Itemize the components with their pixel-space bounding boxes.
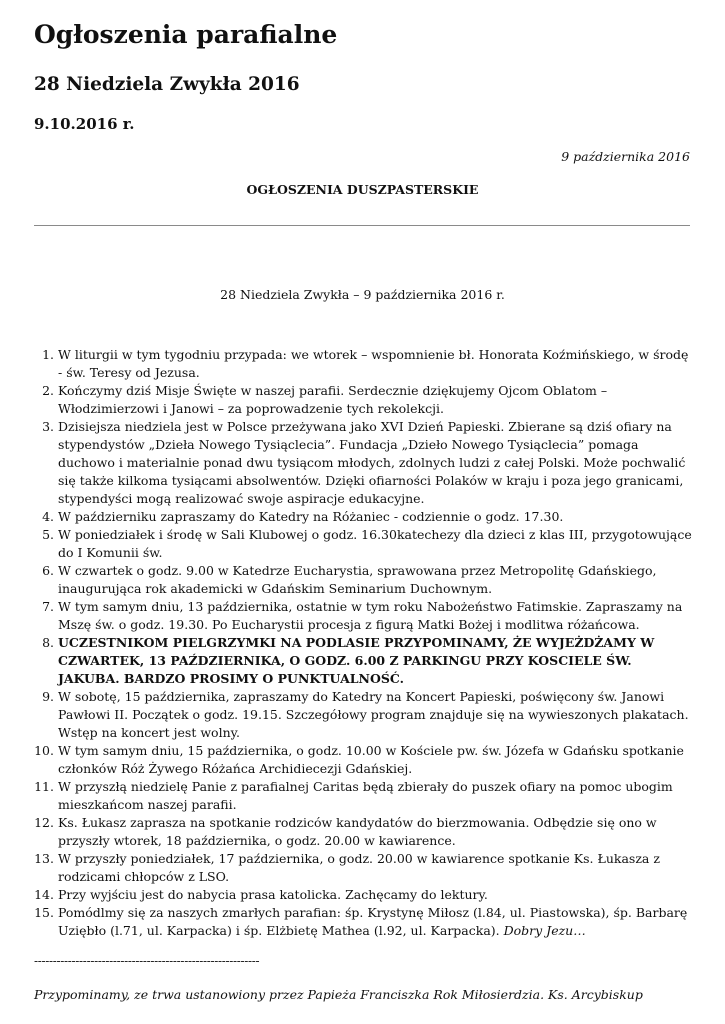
list-item — [42, 634, 694, 688]
item-text: W tym samym dniu, 15 października, o godz. 10.00 w Kościele pw. św. Józefa w Gdańsku spotkanie członków Róż Żywego Różańca Archidiecezji Gdańskiej. — [58, 743, 684, 776]
item-number: 12. — [34, 815, 54, 830]
dashed-separator: ------------------------------------------------------------ — [34, 954, 260, 968]
item-number: 8. — [42, 635, 54, 650]
item-number: 10. — [34, 743, 54, 758]
sunday-date-line: 28 Niedziela Zwykła – 9 października 2016 r. — [220, 287, 505, 302]
item-number: 14. — [34, 887, 54, 902]
list-item — [34, 850, 694, 886]
item-text: W przyszły poniedziałek, 17 października, o godz. 20.00 w kawiarence spotkanie Ks. Łukasza z rodzicami chłopców z LSO. — [58, 851, 660, 884]
list-item — [34, 778, 694, 814]
item-text: W tym samym dniu, 13 października, ostatnie w tym roku Nabożeństwo Fatimskie. Zapraszamy na Mszę św. o godz. 19.30. Po Eucharystii procesja z figurą Matki Bożej i modlitwa różańcowa. — [58, 599, 683, 632]
date-right: 9 października 2016 — [561, 149, 690, 164]
item-number: 5. — [42, 527, 54, 542]
item-text: W październiku zapraszamy do Katedry na Różaniec - codziennie o godz. 17.30. — [58, 509, 564, 524]
list-item — [34, 742, 694, 778]
list-item — [42, 688, 694, 742]
item-number: 6. — [42, 563, 54, 578]
item-text: Dzisiejsza niedziela jest w Polsce przeżywana jako XVI Dzień Papieski. Zbierane są dziś ofiary na stypendystów „Dzieła Nowego Tysiąclecia”. Fundacja „Dzieło Nowego Tysiąclecia” pomaga duchowo i materialnie ponad dwu tysiącom młodych, zdolnych ludzi z całej Polski. Może pochwalić się także kilkoma tysiącami absolwentów. Dzięki ofiarności Polaków w kraju i poza jego granicami, stypendyści mogą realizować swoje aspiracje edukacyjne. — [58, 419, 686, 506]
item-text: Ks. Łukasz zaprasza na spotkanie rodziców kandydatów do bierzmowania. Odbędzie się ono w przyszły wtorek, 18 października, o godz. 20.00 w kawiarence. — [58, 815, 657, 848]
list-item — [42, 526, 694, 562]
item-number: 15. — [34, 905, 54, 920]
list-item — [34, 904, 694, 940]
list-item — [42, 382, 694, 418]
list-item — [42, 508, 694, 526]
horizontal-divider — [34, 225, 690, 226]
item-text: W przyszłą niedzielę Panie z parafialnej Caritas będą zbierały do puszek ofiary na pomoc ubogim mieszkańcom naszej parafii. — [58, 779, 673, 812]
item-number: 1. — [42, 347, 54, 362]
announcements-list — [34, 346, 694, 940]
item-text: Kończymy dziś Misje Święte w naszej parafii. Serdecznie dziękujemy Ojcom Oblatom – Włodzimierzowi i Janowi – za poprowadzenie tych rekolekcji. — [58, 383, 608, 416]
item-number: 9. — [42, 689, 54, 704]
list-item — [42, 346, 694, 382]
list-item — [34, 814, 694, 850]
list-item — [42, 598, 694, 634]
item-number: 4. — [42, 509, 54, 524]
item-text: W sobotę, 15 października, zapraszamy do Katedry na Koncert Papieski, poświęcony św. Janowi Pawłowi II. Początek o godz. 19.15. Szczegółowy program znajduje się na wywieszonych plakatach. Wstęp na koncert jest wolny. — [58, 689, 689, 740]
item-text-italic: Dobry Jezu… — [503, 923, 586, 938]
list-item — [42, 418, 694, 508]
list-item — [34, 886, 694, 904]
item-number: 2. — [42, 383, 54, 398]
item-number: 13. — [34, 851, 54, 866]
item-text: Przy wyjściu jest do nabycia prasa katolicka. Zachęcamy do lektury. — [58, 887, 488, 902]
item-text: Pomódlmy się za naszych zmarłych parafian: śp. Krystynę Miłosz (l.84, ul. Piastowska), śp. Barbarę Uziębło (l.71, ul. Karpacka) i śp. Elżbietę Mathea (l.92, ul. Karpacka). — [58, 905, 688, 938]
item-text: W poniedziałek i środę w Sali Klubowej o godz. 16.30katechezy dla dzieci z klas III, przygotowujące do I Komunii św. — [58, 527, 692, 560]
item-number: 11. — [34, 779, 54, 794]
item-number: 7. — [42, 599, 54, 614]
item-text: W liturgii w tym tygodniu przypada: we wtorek – wspomnienie bł. Honorata Koźmińskiego, w środę - św. Teresy od Jezusa. — [58, 347, 689, 380]
page-title: Ogłoszenia parafialne — [34, 20, 338, 49]
date-heading: 9.10.2016 r. — [34, 115, 135, 133]
item-number: 3. — [42, 419, 54, 434]
footer-note: Przypominamy, ze trwa ustanowiony przez Papieża Franciszka Rok Miłosierdzia. Ks. Arcybiskup — [34, 987, 643, 1002]
item-text: W czwartek o godz. 9.00 w Katedrze Eucharystia, sprawowana przez Metropolitę Gdańskiego, inaugurująca rok akademicki w Gdańskim Seminarium Duchownym. — [58, 563, 657, 596]
list-item — [42, 562, 694, 598]
section-heading: OGŁOSZENIA DUSZPASTERSKIE — [246, 182, 479, 197]
item-text-bold: UCZESTNIKOM PIELGRZYMKI NA PODLASIE PRZYPOMINAMY, ŻE WYJEŻDŻAMY W CZWARTEK, 13 PAŹDZIERNIKA, O GODZ. 6.00 Z PARKINGU PRZY KOSCIELE ŚW. JAKUBA. BARDZO PROSIMY O PUNKTUALNOŚĆ. — [58, 635, 655, 686]
page-subtitle: 28 Niedziela Zwykła 2016 — [34, 74, 300, 95]
